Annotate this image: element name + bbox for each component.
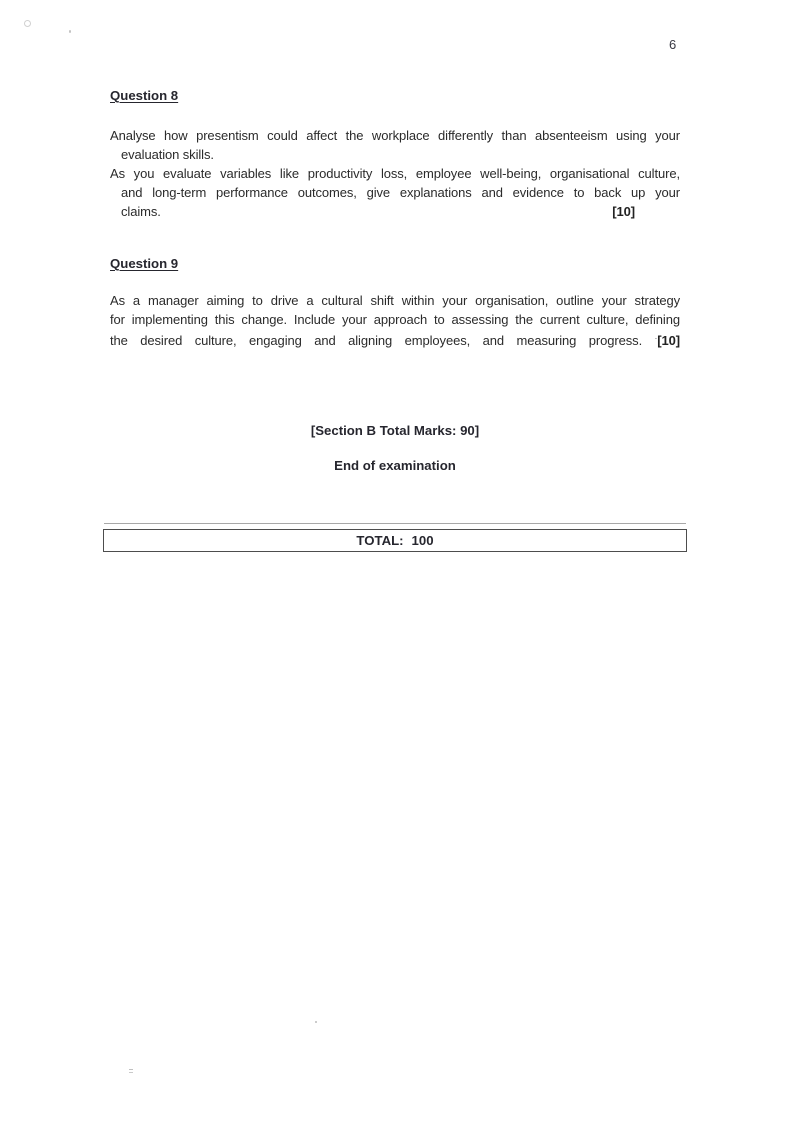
marks-badge: [10] — [612, 204, 635, 219]
question-8-body — [110, 126, 680, 221]
paragraph-line: and long-term performance outcomes, give explanations and evidence to back up your — [121, 185, 680, 200]
page-number: 6 — [669, 37, 677, 52]
paragraph-line: the desired culture, engaging and aligning employees, and measuring progress. — [110, 333, 643, 348]
marks-badge: [10] — [657, 333, 680, 348]
divider-line — [104, 523, 686, 524]
paragraph-line-with-marks — [110, 202, 680, 221]
total-label: TOTAL: — [356, 533, 404, 548]
paragraph-line: Analyse how presentism could affect the workplace differently than absenteeism using your — [110, 128, 680, 143]
marks-marker: · — [654, 334, 658, 343]
scan-speck — [24, 20, 31, 27]
question-9-heading: Question 9 — [110, 256, 179, 271]
section-total-marks: [Section B Total Marks: 90] — [310, 423, 480, 438]
end-of-examination-text: End of examination — [334, 458, 456, 473]
paragraph-line-with-marks — [110, 329, 680, 348]
total-box — [103, 529, 687, 552]
paragraph-line: for implementing this change. Include your approach to assessing the current culture, defining — [110, 312, 680, 327]
paragraph-line: As you evaluate variables like productivity loss, employee well-being, organisational culture, — [110, 166, 680, 181]
paragraph-line: As a manager aiming to drive a cultural shift within your organisation, outline your strategy — [110, 293, 680, 308]
paragraph-line: claims. — [121, 204, 161, 219]
paragraph-line: evaluation skills. — [121, 147, 214, 162]
scan-speck — [69, 30, 71, 33]
scan-speck — [129, 1069, 133, 1073]
scan-speck — [315, 1021, 317, 1023]
question-9-body — [110, 291, 680, 348]
total-value: 100 — [411, 533, 434, 548]
question-8-heading: Question 8 — [110, 88, 179, 103]
